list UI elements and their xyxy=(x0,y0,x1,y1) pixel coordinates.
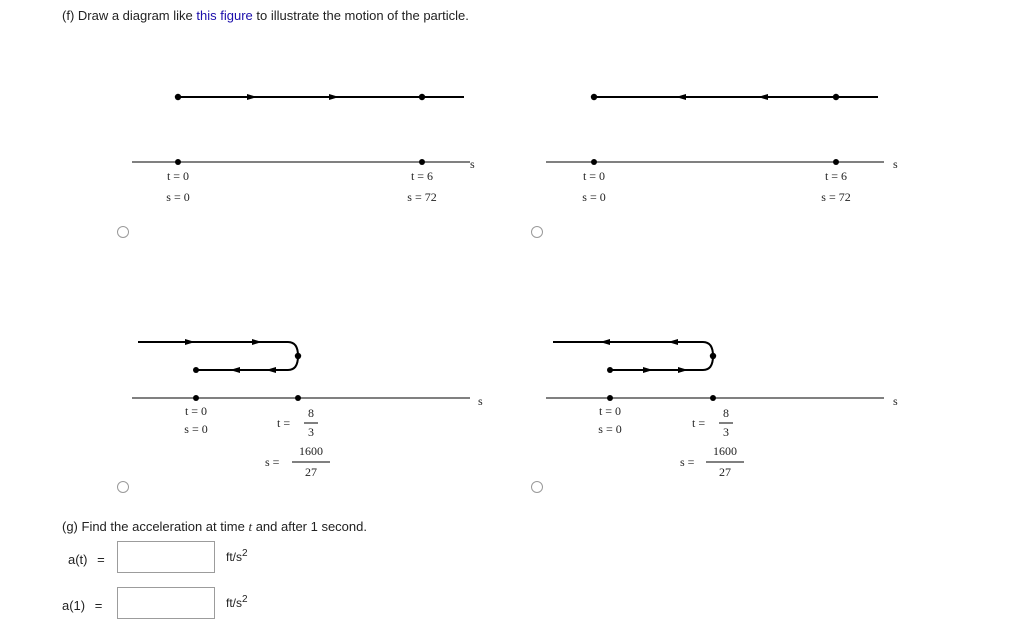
field-2-equals: = xyxy=(94,598,103,613)
option-4-label-t0: t = 0 xyxy=(598,404,622,418)
option-4-axis-dot-turn xyxy=(710,395,716,401)
option-4-arrow-left xyxy=(600,339,610,345)
option-3-t-eq: t = xyxy=(277,416,291,430)
option-4-arrow-left xyxy=(668,339,678,345)
field-1-equals: = xyxy=(97,552,105,567)
part-g-suffix: and after 1 second. xyxy=(255,519,367,534)
acceleration-function-input[interactable] xyxy=(117,541,215,573)
option-4-s-eq: s = xyxy=(680,455,695,469)
option-4-t-numerator: 8 xyxy=(723,406,729,420)
option-4-label-s0: s = 0 xyxy=(598,422,622,436)
option-4-t-eq: t = xyxy=(692,416,706,430)
field-2-label: a(1) xyxy=(62,598,86,613)
option-2-label-s1: s = 72 xyxy=(821,190,851,204)
option-2-axis-label: s xyxy=(893,157,898,171)
option-4-axis-dot-start xyxy=(607,395,613,401)
option-2-label-t0: t = 0 xyxy=(582,169,606,183)
option-4-turn-dot xyxy=(710,353,716,359)
option-4-s-denominator: 27 xyxy=(719,465,731,479)
field-1-label: a(t) xyxy=(68,552,88,567)
option-1-label-t0: t = 0 xyxy=(166,169,190,183)
field-1-unit xyxy=(226,548,248,564)
option-4-axis-label: s xyxy=(893,394,898,408)
option-4-arrow-right xyxy=(678,367,688,373)
field-1-unit-base: ft/s xyxy=(226,550,243,564)
option-1-label-s1: s = 72 xyxy=(407,190,437,204)
option-4-t-denominator: 3 xyxy=(723,425,729,439)
option-3-s-numerator: 1600 xyxy=(299,444,323,458)
option-2-label-t1: t = 6 xyxy=(824,169,848,183)
field-2-unit-base: ft/s xyxy=(226,596,243,610)
figure-link[interactable]: this figure xyxy=(196,8,253,23)
part-f-suffix: to illustrate the motion of the particle. xyxy=(256,8,469,23)
option-4-s-numerator: 1600 xyxy=(713,444,737,458)
part-g-prefix: (g) Find the acceleration at time xyxy=(62,519,245,534)
option-4-start-dot xyxy=(607,367,613,373)
option-4-radio[interactable] xyxy=(531,481,543,493)
option-3-label-s0: s = 0 xyxy=(184,422,208,436)
option-3-s-denominator: 27 xyxy=(305,465,317,479)
field-1-unit-exponent: 2 xyxy=(242,548,248,559)
part-f-prefix: (f) Draw a diagram like xyxy=(62,8,193,23)
option-1-axis-label: s xyxy=(470,157,475,171)
option-3-label-t0: t = 0 xyxy=(184,404,208,418)
option-3-s-eq: s = xyxy=(265,455,280,469)
option-3-t-denominator: 3 xyxy=(308,425,314,439)
acceleration-at-1-input[interactable] xyxy=(117,587,215,619)
part-g-variable: t xyxy=(248,519,253,534)
field-1-label-wrap xyxy=(68,552,105,567)
option-1-label-s0: s = 0 xyxy=(166,190,190,204)
part-g-prompt xyxy=(62,519,367,535)
field-2-unit xyxy=(226,594,248,610)
option-4-arrow-right xyxy=(643,367,653,373)
option-1-label-t1: t = 6 xyxy=(410,169,434,183)
option-3-axis-label: s xyxy=(478,394,483,408)
option-3-t-numerator: 8 xyxy=(308,406,314,420)
field-2-label-wrap xyxy=(62,598,102,613)
option-2-label-s0: s = 0 xyxy=(582,190,606,204)
field-2-unit-exponent: 2 xyxy=(242,594,248,605)
